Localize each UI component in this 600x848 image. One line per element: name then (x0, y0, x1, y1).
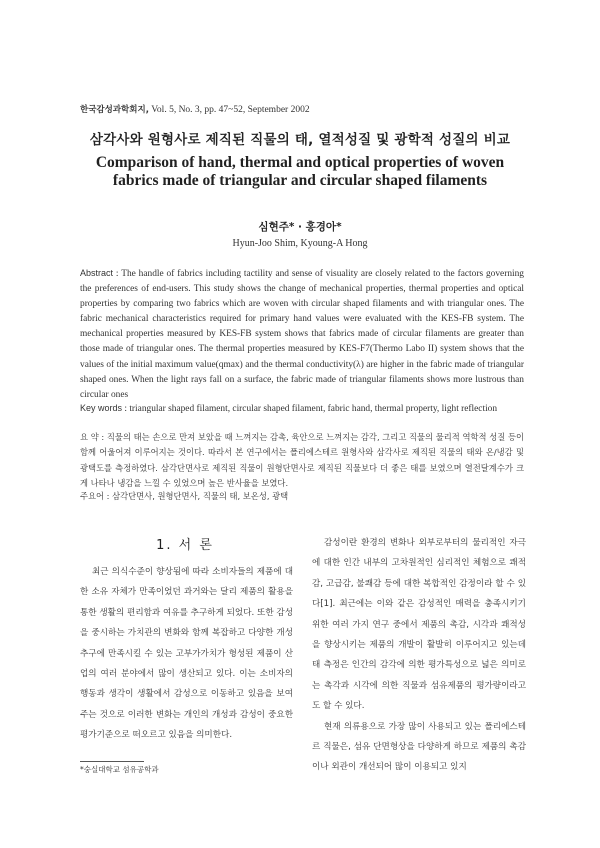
authors-korean: 심현주* · 홍경아* (258, 221, 342, 233)
footnote-divider (80, 761, 144, 762)
journal-volume-pages: Vol. 5, No. 3, pp. 47~52, September 2002 (148, 105, 310, 115)
body-paragraph: 최근 의식수준이 향상됨에 따라 소비자들의 제품에 대한 소유 자체가 만족이었던 과거와는 달리 제품의 활용을 통한 생활의 편리함과 여유를 추구하게 되었다. 또한 감성을 중시하는 가치관의 변화와 함께 복잡하고 다양한 개성 추구에 만족시킬 수 있는 고부가가치가 형성된 제품이 산업의 여러 분야에서 많이 생산되고 있다. 이는 소비자의 행동과 생각이 생활에서 감성으로 이동하고 있음을 보여주는 것으로 이러한 변화는 개인의 개성과 감성이 중요한 평가기준으로 떠오르고 있음을 의미한다. (80, 567, 293, 741)
authors-english: Hyun-Joo Shim, Kyoung-A Hong (232, 238, 368, 249)
summary-label: 요 약 (80, 432, 99, 442)
journal-citation (80, 103, 310, 115)
abstract (80, 266, 524, 403)
abstract-text: : The handle of fabrics including tactility and sense of visuality are closely related to the factors governing the preferences of end-users. This study shows the change of mechanical properties, thermal properties and optical properties by comparing two fabrics which are woven with circular shaped filaments and with triangular ones. The fabric mechanical characteristics required for primary hand values were evaluated with the KES-FB system. The mechanical properties measured by KES-FB system shows that fabrics made of circular filaments are greater than those made of triangular ones. The thermal properties measured by KES-F7(Thermo Labo II) system shows that the values of the initial maximum value(qmax) and the thermal conductivity(λ) are higher in the fabric made of triangular shaped ones. When the light rays fall on a surface, the fabric made of triangular filaments shows more lustrous than circular ones (80, 269, 524, 400)
keywords-label: Key words (80, 403, 123, 413)
abstract-label: Abstract (80, 268, 114, 278)
keywords (80, 401, 524, 416)
footnote-affiliation: *숭실대학교 섬유공학과 (80, 765, 159, 774)
keywords-korean (80, 490, 524, 502)
keywords-text: : triangular shaped filament, circular shaped filament, fabric hand, thermal property, light reflection (122, 404, 498, 414)
title-korean: 삼각사와 원형사로 제직된 직물의 태, 열적성질 및 광학적 성질의 비교 (89, 132, 511, 148)
keywords-korean-text: : 삼각단면사, 원형단면사, 직물의 태, 보온성, 광택 (104, 491, 289, 501)
keywords-korean-label: 주요어 (80, 491, 105, 501)
summary-korean (80, 430, 524, 491)
body-column-left (80, 562, 293, 746)
body-paragraph: 감성이란 환경의 변화나 외부로부터의 물리적인 자극에 대한 인간 내부의 고차원적인 심리적인 체험으로 쾌적감, 고급감, 불쾌감 등에 대한 복합적인 감정이라 할 수 있다[1]. 최근에는 이와 같은 감성적인 매력을 충족시키기 위한 여러 가지 연구 중에서 제품의 촉감, 시각과 쾌적성을 향상시키는 제품의 개발이 활발히 이루어지고 있는데 태 측정은 인간의 감각에 의한 평가특성으로 넓은 의미로는 촉각과 시각에 의한 직물과 섬유제품의 평가량이라고도 할 수 있다. (312, 538, 526, 712)
body-column-right (312, 533, 526, 778)
body-paragraph: 현재 의류용으로 가장 많이 사용되고 있는 폴리에스테르 직물은, 섬유 단면형상을 다양하게 하므로 제품의 촉감이나 외관이 개선되어 많이 이용되고 있지 (312, 721, 526, 773)
title-english: Comparison of hand, thermal and optical properties of woven fabrics made of triangular and circular shaped filaments (95, 154, 505, 189)
section-heading: 1. 서 론 (156, 538, 214, 553)
journal-name: 한국감성과학회지, (80, 105, 149, 115)
summary-text: : 직물의 태는 손으로 만져 보았을 때 느껴지는 감촉, 육안으로 느껴지는 감각, 그리고 직물의 물리적 역학적 성질 등이 함께 어울어져 이루어지는 것이다. 따라서 본 연구에서는 폴리에스테르 원형사와 삼각사로 제직된 직물의 태와 온/냉감 및 광택도를 측정하였다. 삼각단면사로 제직된 직물이 원형단면사로 제직된 직물보다 더 좋은 태를 보였으며 열전달계수가 크게 나타나 냉감을 느낄 수 있었으며 높은 반사율을 보였다. (80, 432, 524, 488)
